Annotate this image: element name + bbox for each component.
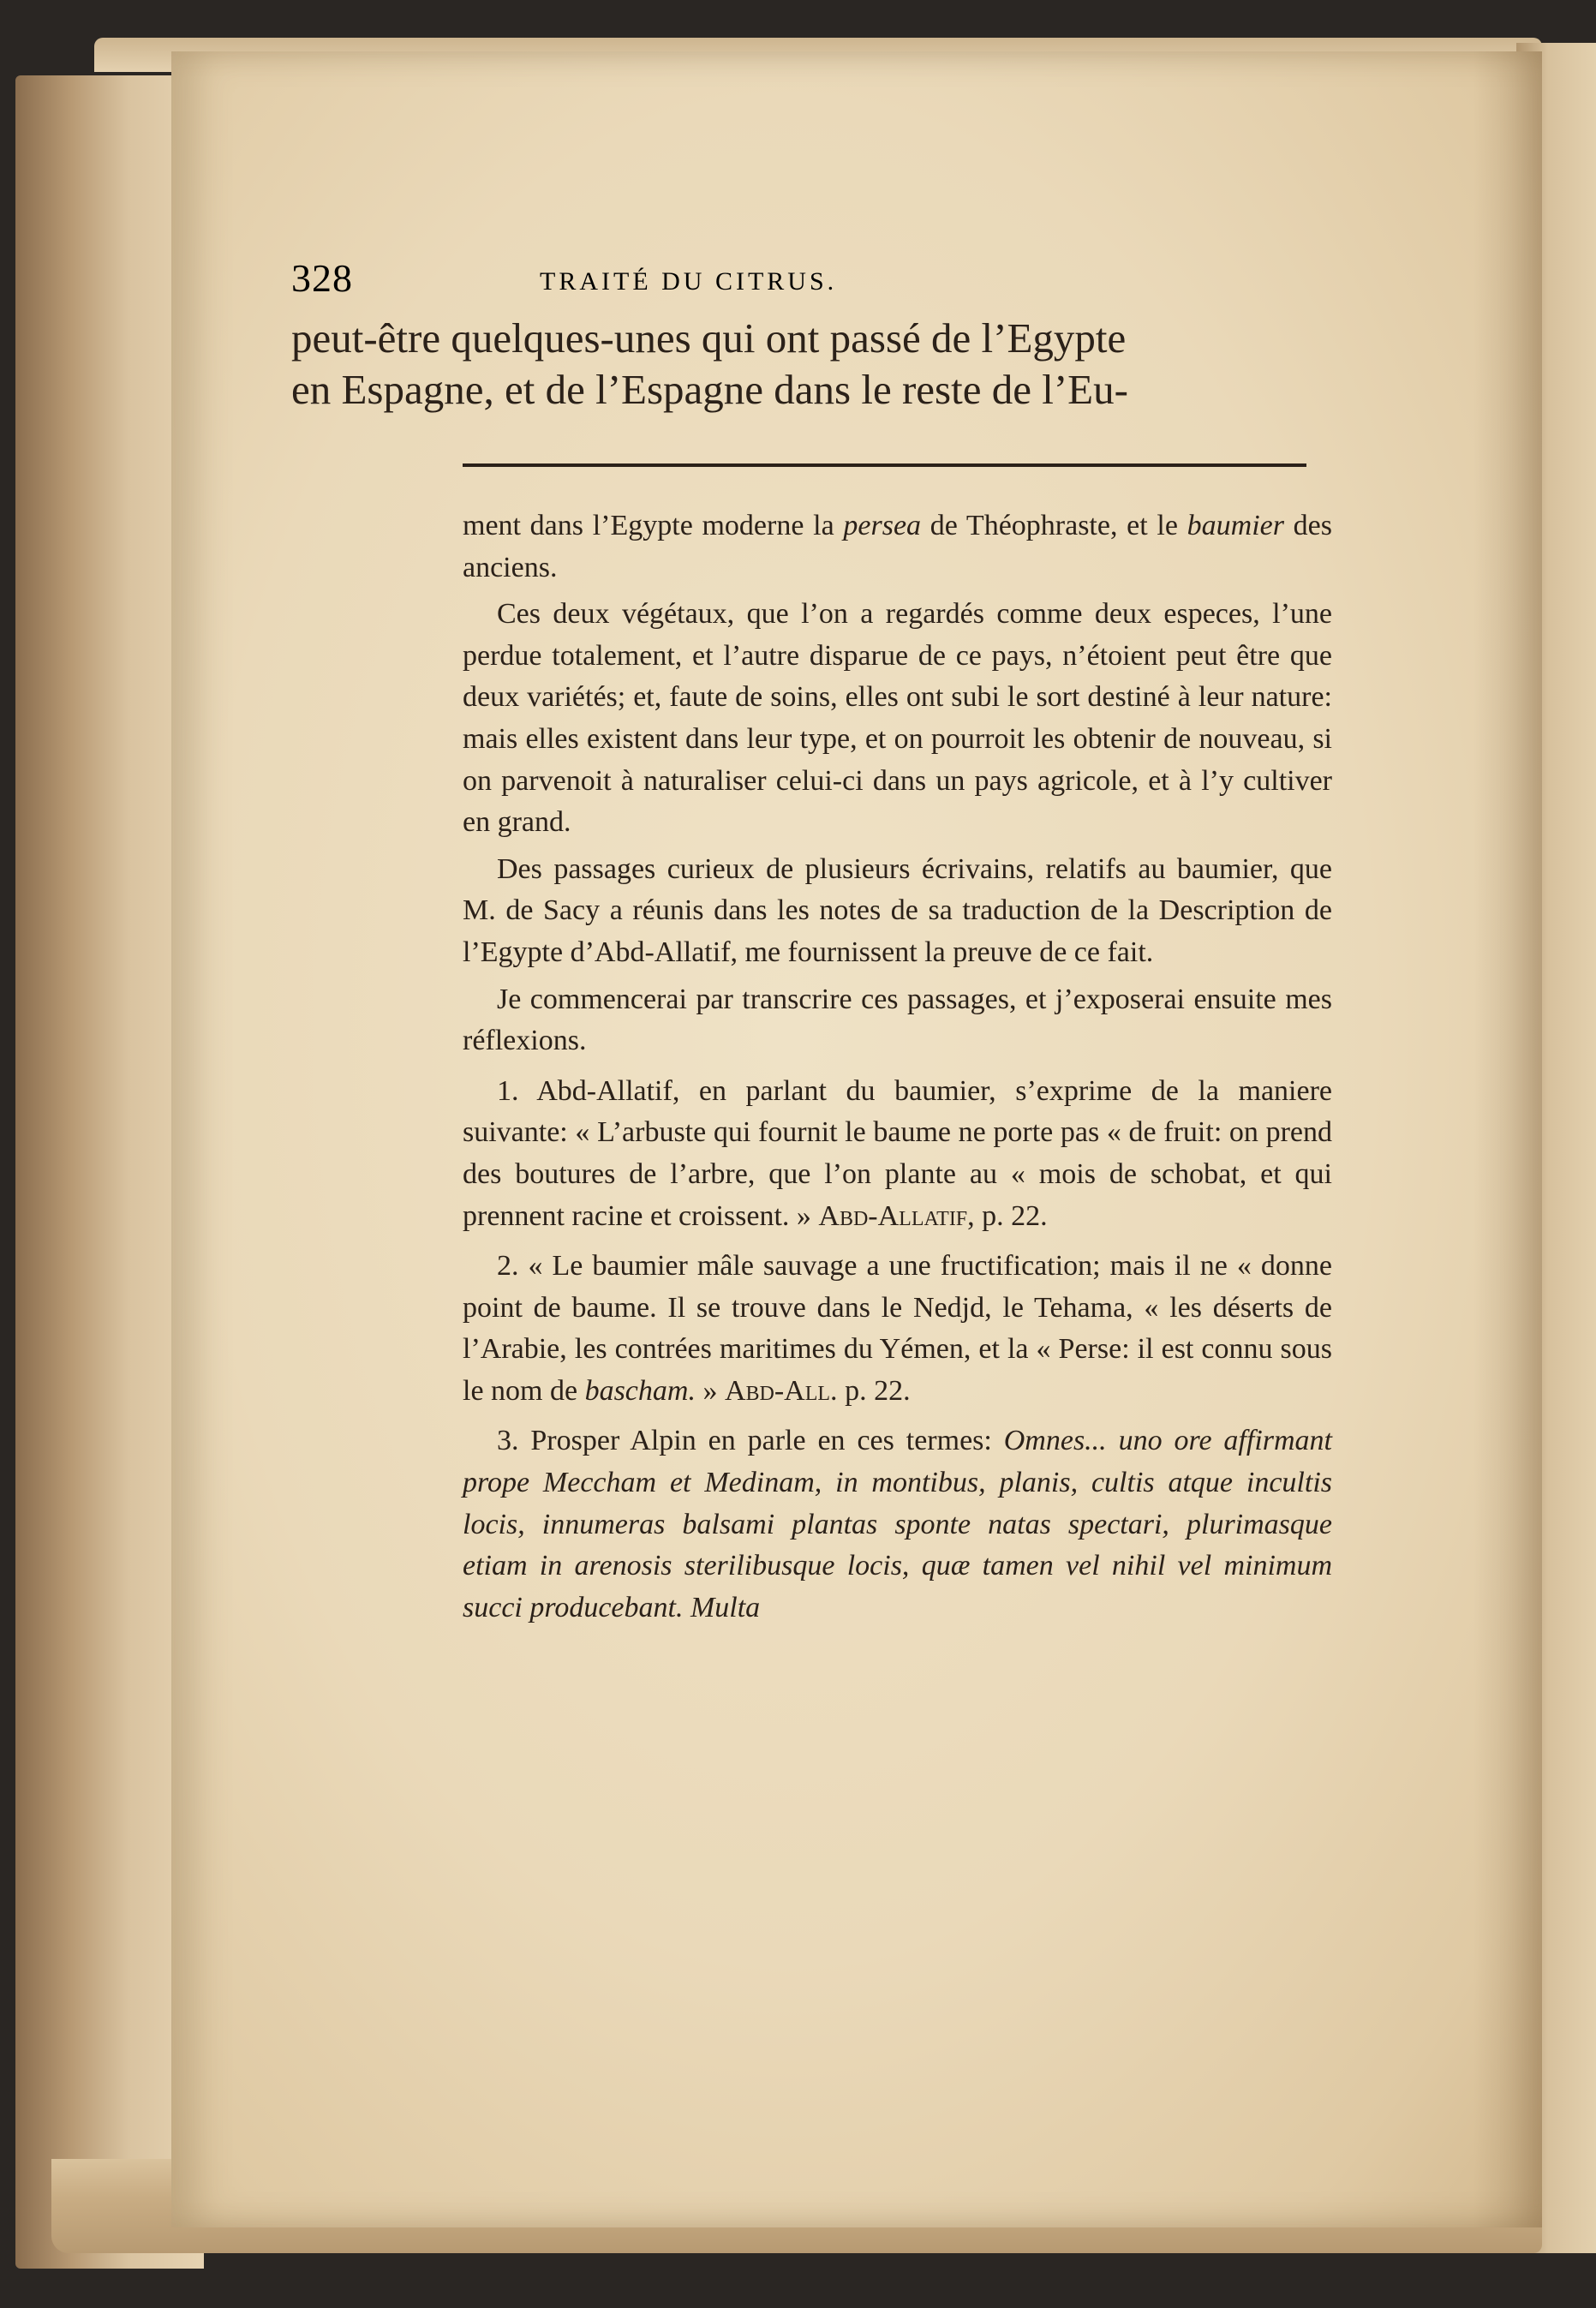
source-citation: Abd-All. <box>724 1374 838 1407</box>
separator-rule <box>463 463 1306 467</box>
term-baumier: baumier <box>1187 510 1284 541</box>
paragraph: Ces deux végétaux, que l’on a regardés comme deux especes, l’une perdue totalement, et l’autre disparue de ce pays, n’étoient peut être que deux variétés; et, faute de soins, elles ont subi le sort destiné à leur nature: mais elles existent dans leur type, et on pourroit les obtenir de nouveau, si on parvenoit à naturaliser celui-ci dans un pays agricole, et à l’y cultiver en grand. <box>463 598 1332 839</box>
main-text-line: peut-être quelques-unes qui ont passé de l’Egypte <box>291 314 1127 362</box>
running-head <box>291 255 1332 307</box>
running-title: TRAITÉ DU CITRUS. <box>540 267 838 296</box>
paragraph: Je commencerai par transcrire ces passages, et j’exposerai ensuite mes réflexions. <box>463 983 1332 1057</box>
term-bascham: bascham. <box>584 1374 696 1407</box>
paragraph-continuation: ment dans l’Egypte moderne la persea de Théophraste, et le baumier des anciens. <box>463 510 1333 583</box>
main-text-block <box>291 313 1332 416</box>
source-citation: Abd-Allatif <box>818 1199 968 1232</box>
numbered-passage: 1. Abd-Allatif, en parlant du baumier, s’exprime de la maniere suivante: « L’arbuste qui fournit le baume ne porte pas « de fruit: on prend des boutures de l’arbre, que l’on plante au « mois de schobat, et qui prennent racine et croissent. » Abd-Allatif, p. 22. <box>463 1074 1332 1232</box>
paragraph: Des passages curieux de plusieurs écrivains, relatifs au baumier, que M. de Sacy a réunis dans les notes de sa traduction de la Description de l’Egypte d’Abd-Allatif, me fournissent la preuve de ce fait. <box>463 852 1332 968</box>
footnote-block <box>463 505 1332 1629</box>
page-number: 328 <box>291 256 353 300</box>
numbered-passage: 2. « Le baumier mâle sauvage a une fructification; mais il ne « donne point de baume. Il se trouve dans le Nedjd, le Tehama, « les déserts de l’Arabie, les contrées maritimes du Yémen, et la « Perse: il est connu sous le nom de bascham. » Abd-All. p. 22. <box>463 1250 1332 1407</box>
main-text-line: en Espagne, et de l’Espagne dans le reste de l’Eu- <box>291 366 1128 413</box>
gutter-shadow <box>1473 51 1542 2227</box>
term-persea: persea <box>843 510 922 541</box>
latin-quote: Omnes... uno ore affirmant prope Meccham et Medinam, in montibus, planis, cultis atque incultis locis, innumeras balsami plantas sponte natas spectari, plurimasque etiam in arenosis sterilibusque locis, quæ tamen vel nihil vel minimum succi producebant. Multa <box>463 1425 1332 1623</box>
numbered-passage: 3. Prosper Alpin en parle en ces termes: Omnes... uno ore affirmant prope Meccham et Medinam, in montibus, planis, cultis atque incultis locis, innumeras balsami plantas sponte natas spectari, plurimasque etiam in arenosis sterilibusque locis, quæ tamen vel nihil vel minimum succi producebant. Multa <box>463 1425 1332 1623</box>
